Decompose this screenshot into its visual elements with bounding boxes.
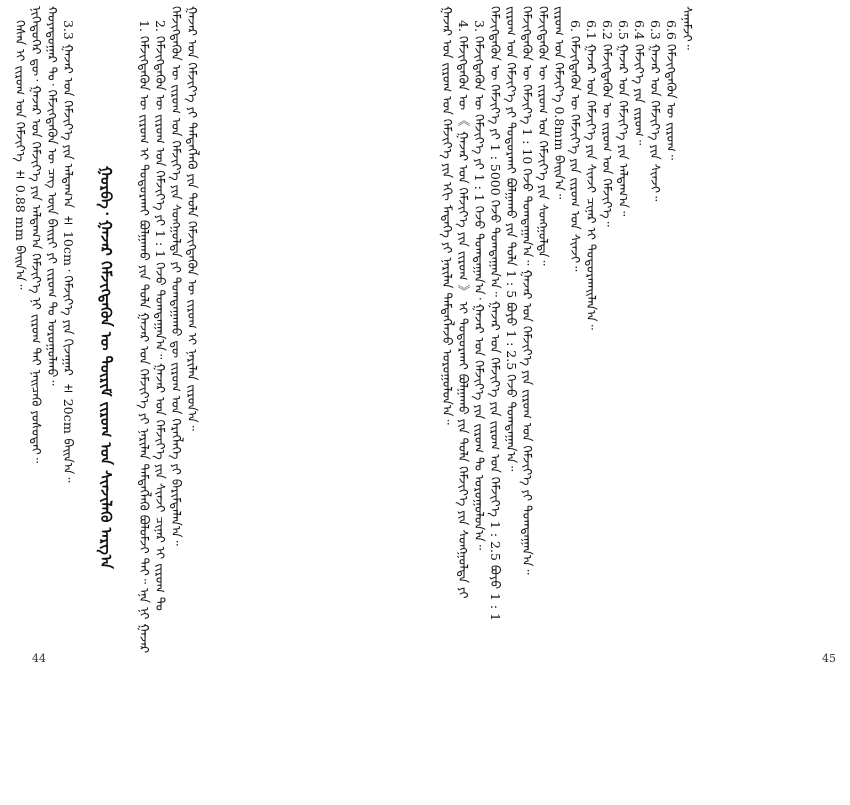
text-column: ᠬᠡᠮᠵᠢᠭᠳᠡᠭᠦᠨ ᠦ ᠵᠢᠷᠤᠭ ᠤᠨ ᠬᠡᠮᠵᠢᠶ᠎ᠡ ᠶᠢᠨ ᠰᠣᠩᠭᠣᠯᠲᠠ᠃ — [536, 6, 551, 266]
text-column: ᠭᠠᠵᠠᠷ ᠤᠨ ᠵᠢᠷᠤᠭ ᠤᠨ ᠬᠡᠮᠵᠢᠶ᠎ᠡ ᠶᠢᠨ ᠡᠬᠢ ᠮᠡᠳᠡᠭᠡ ᠶᠢ ᠨᠠᠷᠢᠯᠠᠨ ᠲᠡᠮᠳᠡᠭᠯᠡᠵᠦ ᠣᠷᠣᠭᠤᠯᠤᠨ᠎ᠠ᠃ — [440, 6, 455, 425]
text-column: 6.6 ᠬᠡᠮᠵᠢᠭᠳᠡᠭᠦᠨ ᠦ ᠵᠢᠷᠤᠭ᠃ — [664, 20, 679, 160]
text-column: ᠬᠡᠮᠵᠢᠭᠳᠡᠭᠦᠨ ᠦ ᠵᠢᠷᠤᠭ ᠤᠨ ᠬᠡᠮᠵᠢᠶ᠎ᠡ ᠶᠢᠨ ᠰᠣᠩᠭᠣᠯᠲᠠ ᠶᠢ ᠲᠣᠭᠲᠠᠭᠠᠬᠤ ᠳᠦ ᠵᠢᠷᠤᠭ ᠤᠨ ᠬᠡᠷᠡᠭᠯᠡᠭᠡ ᠶᠢ ᠪᠠᠷᠢᠮᠲᠠᠯᠠᠨ᠎ᠠ᠃ — [169, 6, 184, 546]
right-page-text — [439, 6, 838, 645]
text-column: ᠨᠢᠭᠡᠳᠦᠭᠡᠷ ᠳᠦ᠂ ᠭᠠᠵᠠᠷ ᠤᠨ ᠬᠡᠮᠵᠢᠶ᠎ᠡ ᠶᠢᠨ ᠠᠯᠳᠠᠭ᠎ᠠ ᠬᠡᠮᠵᠢᠶ᠎ᠡ ᠨᠢ ᠵᠢᠷᠤᠭ ᠲᠠᠢ ᠨᠡᠢᠴᠡᠬᠦ ᠶᠣᠰᠣᠲᠠᠢ᠃ — [29, 6, 44, 463]
text-column: 6.2 ᠬᠡᠮᠵᠢᠭᠳᠡᠭᠦᠨ ᠦ ᠵᠢᠷᠤᠭ ᠤᠨ ᠬᠡᠮᠵᠢᠶ᠎ᠡ᠃ — [600, 20, 615, 227]
text-column: 1. ᠬᠡᠮᠵᠢᠭᠳᠡᠭᠦᠨ ᠦ ᠵᠢᠷᠤᠭ ᠢ ᠲᠣᠳᠣᠷᠬᠠᠢ ᠪᠣᠯᠭᠠᠬᠤ ᠶᠢᠨ ᠲᠤᠯᠠ ᠭᠠᠵᠠᠷ ᠤᠨ ᠬᠡᠮᠵᠢᠶ᠎ᠡ ᠶᠢ ᠨᠠᠷᠢᠯᠠᠨ ᠲᠡᠮᠳᠡᠭᠯᠡᠬᠦ ᠪᠣᠯᠤᠮᠵᠢ ᠲᠠᠢ᠃ ᠡᠨᠡ ᠨᠢ ᠭᠠᠵᠠᠷ — [137, 20, 152, 654]
text-column: 6.3 ᠭᠠᠵᠠᠷ ᠤᠨ ᠬᠡᠮᠵᠢᠶ᠎ᠡ ᠶᠢᠨ ᠰᠢᠨᠵᠢ᠃ — [648, 20, 663, 202]
text-column: 6. ᠬᠡᠮᠵᠢᠭᠳᠡᠭᠦᠨ ᠦ ᠬᠡᠮᠵᠢᠶ᠎ᠡ ᠶᠢᠨ ᠵᠢᠷᠤᠭ ᠤᠨ ᠰᠢᠨᠵᠢ᠃ — [568, 20, 583, 272]
page-number: 44 — [32, 652, 46, 665]
spacer — [76, 6, 96, 645]
text-column: 3.3 ᠭᠠᠵᠠᠷ ᠤᠨ ᠬᠡᠮᠵᠢᠶ᠎ᠡ ᠶᠢᠨ ᠠᠯᠳᠠᠭ᠎ᠠ ± 10cm᠂ ᠬᠡᠮᠵᠢᠶ᠎ᠡ ᠶᠢᠨ ᠬᠢᠵᠠᠭᠠᠷ ± 20cm ᠪᠠᠢᠨ᠎ᠠ᠃ — [61, 20, 76, 483]
page-number: 45 — [822, 652, 836, 665]
text-column: ᠬᠡᠮᠵᠢᠭᠳᠡᠭᠦᠨ ᠦ ᠬᠡᠮᠵᠢᠶ᠎ᠡ ᠶᠢ 1 : 5000 ᠭᠡᠵᠦ ᠲᠣᠭᠲᠠᠭᠠᠨ᠎ᠠ᠃ ᠭᠠᠵᠠᠷ ᠤᠨ ᠬᠡᠮᠵᠢᠶ᠎ᠡ ᠶᠢᠨ ᠵᠢᠷᠤᠭ ᠤᠨ ᠬᠡᠮᠵᠢᠶ᠎ᠡ 1 : 2.5 ᠪᠤᠶᠤ 1 : 1 — [488, 6, 503, 622]
text-column: 3. ᠬᠡᠮᠵᠢᠭᠳᠡᠭᠦᠨ ᠦ ᠬᠡᠮᠵᠢᠶ᠎ᠡ ᠶᠢ 1 : 1 ᠭᠡᠵᠦ ᠲᠣᠭᠲᠠᠭᠠᠨ᠎ᠠ᠂ ᠭᠠᠵᠠᠷ ᠤᠨ ᠬᠡᠮᠵᠢᠶ᠎ᠡ ᠶᠢᠨ ᠵᠢᠷᠤᠭ ᠲᠤ ᠣᠷᠣᠭᠤᠯᠤᠨ᠎ᠠ᠃ — [472, 20, 487, 551]
text-column: ᠰᠠᠨᠠᠮᠵᠢ᠃ — [680, 6, 695, 50]
text-column: 4. ᠬᠡᠮᠵᠢᠭᠳᠡᠭᠦᠨ ᠦ 《 ᠭᠠᠵᠠᠷ ᠤᠨ ᠬᠡᠮᠵᠢᠶ᠎ᠡ ᠶᠢᠨ ᠵᠢᠷᠤᠭ 》 ᠢ ᠲᠣᠳᠣᠷᠬᠠᠢ ᠪᠣᠯᠭᠠᠬᠤ ᠶᠢᠨ ᠲᠤᠯᠠ ᠬᠡᠮᠵᠢᠶ᠎ᠡ ᠶᠢᠨ ᠰᠣᠩᠭᠣᠯᠲᠠ ᠶᠢ — [456, 20, 471, 599]
text-column: ᠬᠣᠶᠠᠳᠤᠭᠠᠷ ᠲᠤ᠂ ᠬᠡᠮᠵᠢᠭᠳᠡᠭᠦᠨ ᠦ ᠴᠡᠭ ᠦᠨ ᠪᠠᠢᠷᠢ ᠶᠢ ᠵᠢᠷᠤᠭ ᠲᠤ ᠣᠷᠣᠭᠤᠯᠬᠤ᠃ — [45, 6, 60, 386]
text-column: 6.1 ᠭᠠᠵᠠᠷ ᠤᠨ ᠬᠡᠮᠵᠢᠶ᠎ᠡ ᠶᠢᠨ ᠰᠢᠨᠵᠢ ᠴᠢᠨᠠᠷ ᠢ ᠲᠣᠳᠣᠷᠬᠠᠢᠯᠠᠨ᠎ᠠ᠃ — [584, 20, 599, 330]
section-heading: ᠭᠤᠷᠪᠠ᠂ ᠭᠠᠵᠠᠷ ᠬᠡᠮᠵᠢᠭᠳᠡᠭᠦᠨ ᠦ ᠳᠦᠷᠢᠮ ᠵᠢᠷᠤᠭ ᠤᠨ ᠰᠢᠨᠵᠢᠯᠡᠬᠦ ᠠᠷᠭ᠎ᠠ — [97, 166, 115, 569]
left-page-text — [12, 6, 419, 654]
text-column: ᠭᠡᠰᠡᠨ ᠢ ᠵᠢᠷᠤᠭ ᠤᠨ ᠬᠡᠮᠵᠢᠶ᠎ᠡ ± 0.88 mm ᠪᠠᠢᠨ᠎ᠠ᠃ — [13, 20, 28, 290]
text-column: 2. ᠬᠡᠮᠵᠢᠭᠳᠡᠭᠦᠨ ᠦ ᠵᠢᠷᠤᠭ ᠤᠨ ᠬᠡᠮᠵᠢᠶ᠎ᠡ ᠶᠢ 1 : 1 ᠭᠡᠵᠦ ᠲᠣᠭᠲᠠᠭᠠᠨ᠎ᠠ᠃ ᠭᠠᠵᠠᠷ ᠤᠨ ᠬᠡᠮᠵᠢᠶ᠎ᠡ ᠶᠢᠨ ᠰᠢᠨᠵᠢ ᠴᠢᠨᠠᠷ ᠢ ᠵᠢᠷᠤᠭ ᠲᠤ — [153, 20, 168, 611]
spacer — [116, 6, 136, 645]
text-column: ᠵᠢᠷᠤᠭ ᠤᠨ ᠬᠡᠮᠵᠢᠶ᠎ᠡ ᠶᠢ ᠲᠣᠳᠣᠷᠬᠠᠢ ᠪᠣᠯᠭᠠᠬᠤ ᠶᠢᠨ ᠲᠤᠯᠠ 1 : 5 ᠪᠤᠶᠤ 1 : 2.5 ᠭᠡᠵᠦ ᠲᠣᠭᠲᠠᠭᠠᠨ᠎ᠠ᠃ — [504, 6, 519, 472]
text-column: 6.5 ᠭᠠᠵᠠᠷ ᠤᠨ ᠬᠡᠮᠵᠢᠶ᠎ᠡ ᠶᠢᠨ ᠠᠯᠳᠠᠭ᠎ᠠ᠃ — [616, 20, 631, 217]
left-page — [0, 0, 425, 673]
text-column: ᠬᠡᠮᠵᠢᠭᠳᠡᠭᠦᠨ ᠦ ᠬᠡᠮᠵᠢᠶ᠎ᠡ 1 : 10 ᠭᠡᠵᠦ ᠲᠣᠭᠲᠠᠭᠠᠨ᠎ᠠ᠃ ᠭᠠᠵᠠᠷ ᠤᠨ ᠬᠡᠮᠵᠢᠶ᠎ᠡ ᠶᠢᠨ ᠵᠢᠷᠤᠭ ᠤᠨ ᠬᠡᠮᠵᠢᠶ᠎ᠡ ᠶᠢ ᠲᠣᠭᠲᠠᠭᠠᠨ᠎ᠠ᠃ — [520, 6, 535, 575]
text-column: ᠭᠠᠵᠠᠷ ᠤᠨ ᠬᠡᠮᠵᠢᠶ᠎ᠡ ᠶᠢ ᠲᠡᠮᠳᠡᠭᠯᠡᠬᠦ ᠶᠢᠨ ᠲᠤᠯᠠ ᠬᠡᠮᠵᠢᠭᠳᠡᠭᠦᠨ ᠦ ᠵᠢᠷᠤᠭ ᠢ ᠨᠠᠷᠢᠯᠠᠨ ᠵᠢᠷᠤᠨ᠎ᠠ᠃ — [185, 6, 200, 431]
text-column: ᠵᠢᠷᠤᠭ ᠤᠨ ᠬᠡᠮᠵᠢᠶ᠎ᠡ 0.8mm ᠪᠠᠢᠨ᠎ᠠ᠃ — [552, 6, 567, 200]
right-page — [425, 0, 850, 673]
text-column: 6.4 ᠬᠡᠮᠵᠢᠶ᠎ᠡ ᠶᠢᠨ ᠵᠢᠷᠤᠭ᠃ — [632, 20, 647, 146]
